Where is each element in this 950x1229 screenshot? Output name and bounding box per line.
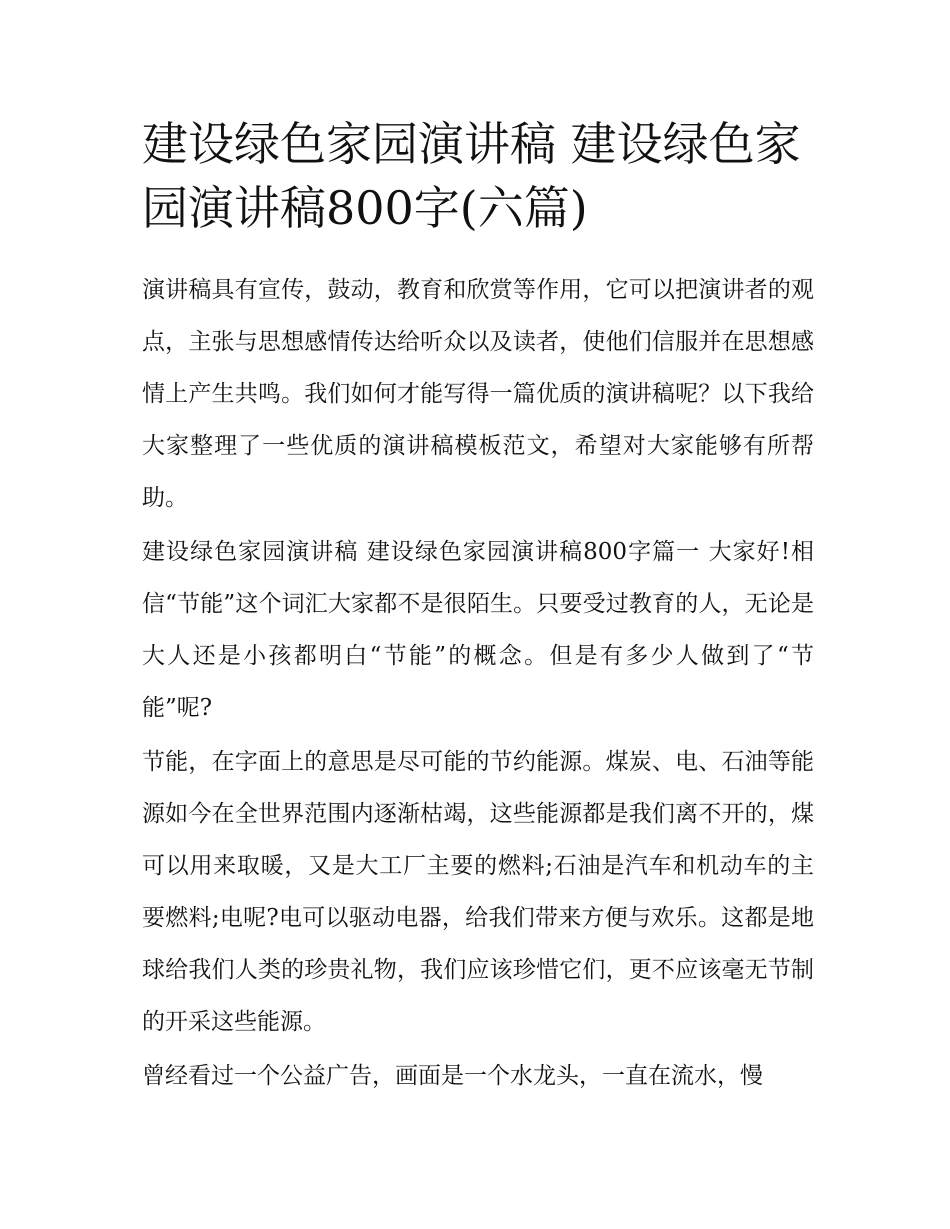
paragraph-speech-one-opening: 建设绿色家园演讲稿 建设绿色家园演讲稿800字篇一 大家好!相信“节能”这个词汇大家都不是很陌生。只要受过教育的人，无论是大人还是小孩都明白“节能”的概念。但是有多少人做到了“节能”呢? [142, 539, 814, 721]
document-page [142, 112, 814, 1104]
paragraph-energy-saving: 节能，在字面上的意思是尽可能的节约能源。煤炭、电、石油等能源如今在全世界范围内逐渐枯竭，这些能源都是我们离不开的，煤可以用来取暖，又是大工厂主要的燃料;石油是汽车和机动车的主要燃料;电呢?电可以驱动电器，给我们带来方便与欢乐。这都是地球给我们人类的珍贵礼物，我们应该珍惜它们，更不应该毫无节制的开采这些能源。 [142, 749, 814, 1035]
paragraph-intro: 演讲稿具有宣传，鼓动，教育和欣赏等作用，它可以把演讲者的观点，主张与思想感情传达给听众以及读者，使他们信服并在思想感情上产生共鸣。我们如何才能写得一篇优质的演讲稿呢？以下我给大家整理了一些优质的演讲稿模板范文，希望对大家能够有所帮助。 [142, 277, 814, 511]
document-title: 建设绿色家园演讲稿 建设绿色家园演讲稿800字(六篇) [142, 117, 801, 235]
paragraph-public-ad: 曾经看过一个公益广告，画面是一个水龙头，一直在流水，慢 [142, 1063, 763, 1089]
